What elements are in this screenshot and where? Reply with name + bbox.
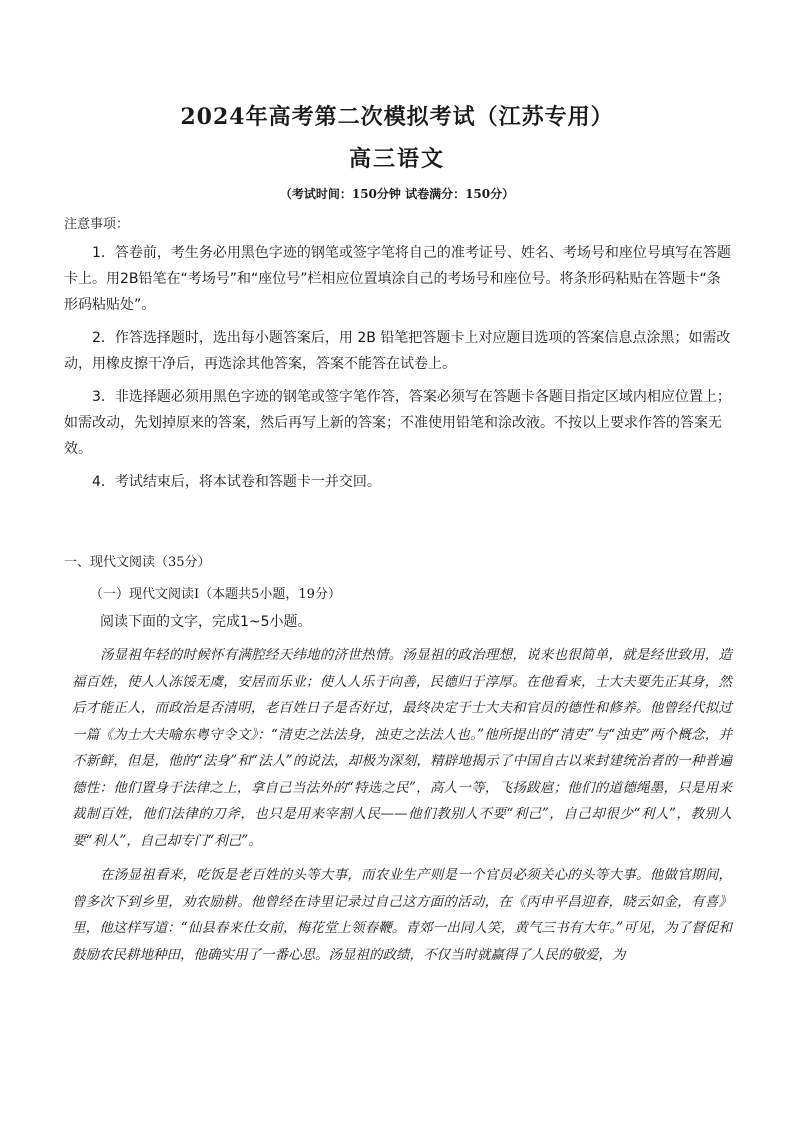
page-subtitle: 高三语文 — [348, 146, 445, 172]
passage-paragraph: 汤显祖年轻的时候怀有满腔经天纬地的济世热情。汤显祖的政治理想，说来也很简单，就是经世致用，造福百姓，使人人冻馁无虞，安居而乐业；使人人乐于向善，民德归于淳厚。在他看来，士大夫要先正其身，然后才能正人，而政治是否清明，老百姓日子是否好过，最终决定于士大夫和官员的德性和修养。他曾经代拟过一篇《为士大夫喻东粤守令文》：“清吏之法法身，浊吏之法法人也。”他所提出的“清吏”与“浊吏”两个概念，并不新鲜，但是，他的“法身”和“法人”的说法，却极为深刻，精辟地揭示了中国自古以来封建统治者的一种普遍德性：他们置身于法律之上，拿自己当法外的“特选之民”，高人一等，飞扬跋扈；他们的道德绳墨，只是用来裁制百姓，他们法律的刀斧，也只是用来宰割人民——他们教别人不要“利己”，自己却很少“利人”，教别人要“利人”，自己却专门“利己”。 — [72, 647, 732, 849]
note-item: 2．作答选择题时，选出每小题答案后，用 2B 铅笔把答题卡上对应题目选项的答案信息点涂黑；如需改动，用橡皮擦干净后，再选涂其他答案，答案不能答在试卷上。 — [64, 330, 731, 372]
exam-time-score: （考试时间：150分钟 试卷满分：150分） — [279, 187, 515, 201]
page-title: 2024年高考第二次模拟考试（江苏专用） — [180, 104, 614, 130]
reading-instruction: 阅读下面的文字，完成1~5小题。 — [100, 614, 312, 630]
section-subheading: （一）现代文阅读Ⅰ（本题共5小题，19分） — [90, 587, 341, 602]
note-item: 4．考试结束后，将本试卷和答题卡一并交回。 — [92, 474, 381, 490]
note-item: 3．非选择题必须用黑色字迹的钢笔或签字笔作答，答案必须写在答题卡各题目指定区域内相应位置上；如需改动，先划掉原来的答案，然后再写上新的答案；不准使用铅笔和涂改液。不按以上要求作答的答案无效。 — [64, 389, 731, 457]
section-heading: 一、现代文阅读（35分） — [64, 555, 211, 570]
passage-paragraph: 在汤显祖看来，吃饭是老百姓的头等大事，而农业生产则是一个官员必须关心的头等大事。他做官期间，曾多次下到乡里，劝农励耕。他曾经在诗里记录过自己这方面的活动，在《丙申平昌迎春，晓云如金，有喜》里，他这样写道：“仙县春来仕女前，梅花堂上领春鞭。青郊一出同人笑，黄气三书有大年。”可见，为了督促和鼓励农民耕地种田，他确实用了一番心思。汤显祖的政绩，不仅当时就赢得了人民的敬爱，为 — [72, 867, 732, 963]
note-item: 1．答卷前，考生务必用黑色字迹的钢笔或签字笔将自己的准考证号、姓名、考场号和座位号填写在答题卡上。用2B铅笔在“考场号”和“座位号”栏相应位置填涂自己的考场号和座位号。将条形码粘贴在答题卡“条形码粘贴处”。 — [64, 245, 731, 313]
notes-list — [64, 240, 732, 502]
reading-passage — [72, 642, 732, 976]
notes-heading: 注意事项： — [64, 217, 130, 232]
